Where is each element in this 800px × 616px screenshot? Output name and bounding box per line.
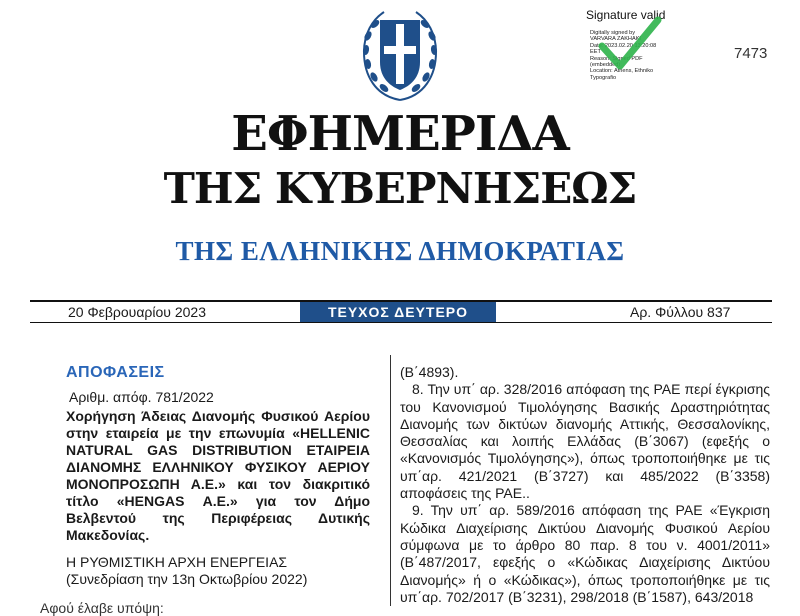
signature-valid-checkmark-icon (598, 16, 662, 72)
signature-detail-line: VARVARA ZAKHAKI (590, 36, 641, 43)
authority-name: Η ΡΥΘΜΙΣΤΙΚΗ ΑΡΧΗ ΕΝΕΡΓΕΙΑΣ (66, 554, 288, 570)
session-date: (Συνεδρίαση την 13η Οκτωβρίου 2022) (66, 571, 308, 587)
decision-title: Χορήγηση Άδειας Διανομής Φυσικού Αερίου στην εταιρεία με την επωνυμία «HELLENIC NATURAL GAS DISTRIBUTION ΕΤΑΙΡΕΙΑ ΔΙΑΝΟΜΗΣ ΕΛΛΗΝΙΚΟΥ ΦΥΣΙΚΟΥ ΑΕΡΙΟΥ ΜΟΝΟΠΡΟΣΩΠΗ Α.Ε.» και τον διακριτικό τίτλο «HENGAS Α.Ε.» για τον Δήμο Βελβεντού της Περιφέρειας Δυτικής Μακεδονίας. (66, 408, 370, 543)
signature-detail-line: Reason: Signed PDF (590, 55, 643, 62)
signature-detail-line: EET (590, 49, 601, 56)
issue-label: ΤΕΥΧΟΣ ΔΕΥΤΕΡΟ (300, 302, 496, 322)
column-divider (390, 355, 391, 606)
masthead-title-line1: ΕΦΗΜΕΡΙΔΑ (231, 106, 569, 162)
signature-detail-line: (embedded) (590, 62, 621, 69)
section-heading: ΑΠΟΦΑΣΕΙΣ (66, 364, 165, 381)
masthead-title-line2: ΤΗΣ ΚΥΒΕΡΝΗΣΕΩΣ (163, 164, 637, 213)
paragraph-item-9: 9. Την υπ΄ αρ. 589/2016 απόφαση της ΡΑΕ «Έγκριση Κώδικα Διαχείρισης Δικτύου Διανομής Φυσικού Αερίου σύμφωνα με το άρθρο 80 παρ. 8 του ν. 4001/2011» (Β΄487/2017, εφεξής ο «Κώδικας Διαχείρισης Δικτύου Διανομής» ή ο «Κώδικας»), όπως τροποποιήθηκε με τις υπ΄αρ. 702/2017 (Β΄3231), 298/2018 (Β΄1587), 643/2018 (400, 502, 770, 605)
signature-detail-line: Date: 2023.02.20 13:20:08 (590, 42, 657, 49)
left-column (66, 364, 370, 588)
signature-detail-line: Digitally signed by (590, 30, 636, 36)
sheet-number: Αρ. Φύλλου 837 (630, 304, 731, 320)
issue-number: 7473 (734, 45, 768, 62)
signature-detail-line: Location: Athens, Ethniko (590, 68, 654, 75)
signature-status: Signature valid (586, 8, 666, 22)
greek-coat-of-arms-emblem (358, 6, 442, 104)
signature-detail-line: Typografio (590, 74, 617, 81)
decision-number: Αριθμ. απόφ. 781/2022 (69, 389, 214, 405)
right-column (400, 364, 770, 606)
masthead-subtitle: ΤΗΣ ΕΛΛΗΝΙΚΗΣ ΔΗΜΟΚΡΑΤΙΑΣ (175, 236, 625, 266)
header-rule-bottom (30, 322, 772, 323)
paragraph-item-8: 8. Την υπ΄ αρ. 328/2016 απόφαση της ΡΑΕ περί έγκρισης του Κανονισμού Τιμολόγησης Βασικής Δραστηριότητας Διανομής των δικτύων διανομής Αττικής, Θεσσαλονίκης, Θεσσαλίας και λοιπής Ελλάδας (Β΄3067) (εφεξής ο «Κανονισμός Τιμολόγησης»), όπως τροποποιήθηκε με τις υπ΄αρ. 421/2021 (Β΄3727) και 485/2022 (Β΄3358) αποφάσεις της ΡΑΕ.. (400, 381, 770, 502)
publication-date: 20 Φεβρουαρίου 2023 (68, 304, 206, 320)
left-column-cut-line: Αφού έλαβε υπόψη: (40, 600, 164, 616)
continuation-text: (Β΄4893). (400, 364, 459, 380)
